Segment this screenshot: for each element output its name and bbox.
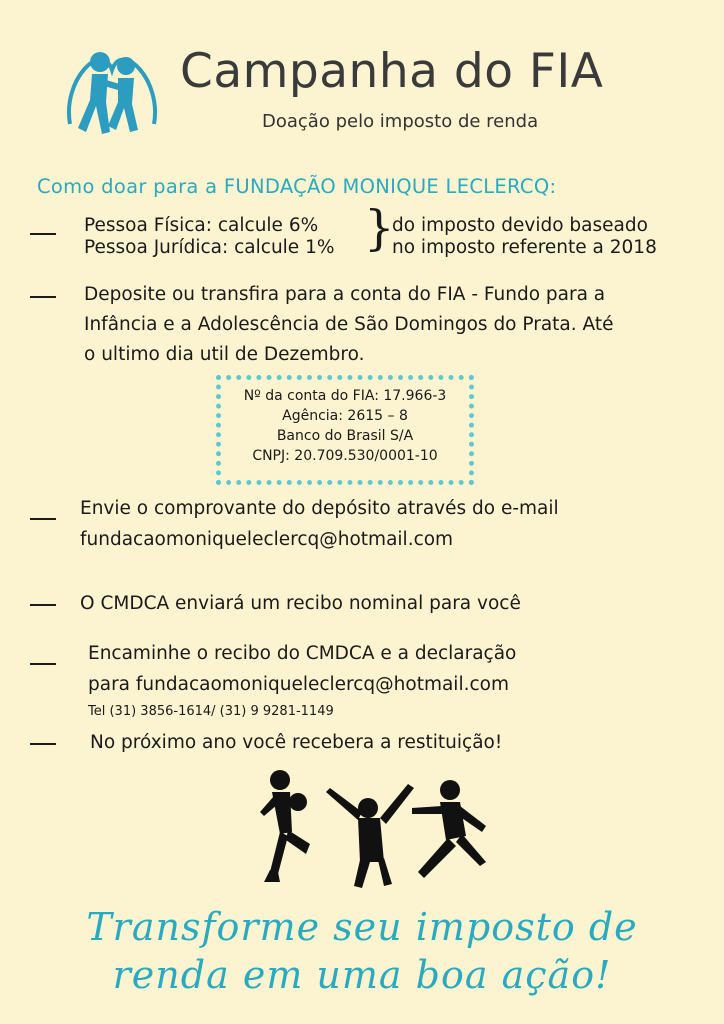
bullet-dash bbox=[30, 518, 56, 520]
step5-email[interactable]: para fundacaomoniqueleclercq@hotmail.com bbox=[88, 674, 509, 695]
step2-line3: o ultimo dia util de Dezembro. bbox=[84, 344, 365, 365]
step1-right2: no imposto referente a 2018 bbox=[392, 237, 657, 258]
slogan bbox=[0, 903, 724, 999]
bullet-dash bbox=[30, 296, 56, 298]
account-agency: Agência: 2615 – 8 bbox=[282, 408, 408, 424]
step1-line2: Pessoa Jurídica: calcule 1% bbox=[84, 237, 335, 258]
slogan-line2: renda em uma boa ação! bbox=[112, 953, 612, 997]
bullet-dash bbox=[30, 663, 56, 665]
step1-right1: do imposto devido baseado bbox=[392, 215, 648, 236]
page-title: Campanha do FIA bbox=[180, 44, 604, 99]
phone-numbers: Tel (31) 3856-1614/ (31) 9 9281-1149 bbox=[88, 704, 334, 719]
step3-email[interactable]: fundacaomoniqueleclercq@hotmail.com bbox=[80, 529, 454, 550]
step2-line1: Deposite ou transfira para a conta do FIA - Fundo para a bbox=[84, 284, 606, 305]
account-cnpj: CNPJ: 20.709.530/0001-10 bbox=[252, 448, 438, 464]
account-bank: Banco do Brasil S/A bbox=[276, 428, 414, 444]
slogan-line1: Transforme seu imposto de bbox=[86, 905, 638, 949]
how-to-heading: Como doar para a FUNDAÇÃO MONIQUE LECLERCQ: bbox=[37, 175, 557, 198]
children-playing-silhouettes bbox=[250, 762, 500, 894]
step4-line1: O CMDCA enviará um recibo nominal para você bbox=[80, 593, 521, 614]
step2-line2: Infância e a Adolescência de São Domingos do Prata. Até bbox=[84, 314, 614, 335]
step6-line1: No próximo ano você recebera a restituição! bbox=[90, 732, 503, 753]
brace-icon: } bbox=[364, 200, 395, 256]
page-subtitle: Doação pelo imposto de renda bbox=[262, 111, 539, 132]
bullet-dash bbox=[30, 233, 56, 235]
account-info-box bbox=[216, 375, 474, 485]
step3-line1: Envie o comprovante do depósito através do e-mail bbox=[80, 498, 559, 519]
account-number: Nº da conta do FIA: 17.966-3 bbox=[243, 388, 447, 404]
bullet-dash bbox=[30, 604, 56, 606]
step5-line1: Encaminhe o recibo do CMDCA e a declaração bbox=[88, 643, 517, 664]
step1-line1: Pessoa Física: calcule 6% bbox=[84, 215, 319, 236]
bullet-dash bbox=[30, 743, 56, 745]
children-logo-icon bbox=[62, 40, 162, 140]
